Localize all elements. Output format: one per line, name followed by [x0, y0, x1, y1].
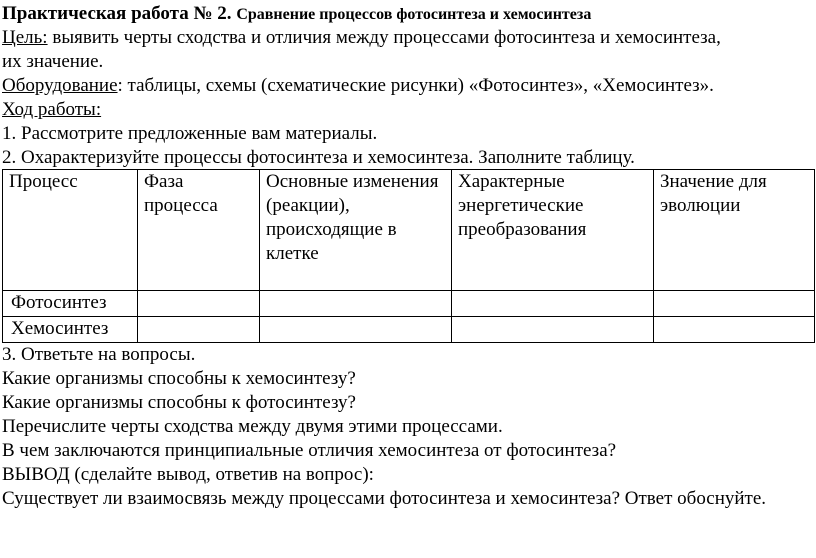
step-1: 1. Рассмотрите предложенные вам материалы. [2, 123, 378, 144]
page-title [2, 2, 591, 27]
table-cell[interactable] [138, 291, 260, 317]
question-5: Существует ли взаимосвязь между процессами фотосинтеза и хемосинтеза? Ответ обоснуйте. [2, 488, 767, 509]
table-cell[interactable] [260, 291, 452, 317]
header-cell-changes: Основные изменения (реакции), происходящие в клетке [260, 170, 452, 291]
question-1: Какие организмы способны к хемосинтезу? [2, 368, 356, 389]
row-label-photosynthesis: Фотосинтез [3, 291, 138, 317]
equipment-text: : таблицы, схемы (схематические рисунки) «Фотосинтез», «Хемосинтез». [117, 75, 714, 96]
step-2: 2. Охарактеризуйте процессы фотосинтеза и хемосинтеза. Заполните таблицу. [2, 147, 635, 168]
title-main: Практическая работа № 2. [2, 3, 237, 24]
equipment-label: Оборудование [2, 75, 118, 96]
conclusion-heading: ВЫВОД (сделайте вывод, ответив на вопрос): [2, 464, 374, 485]
goal-line-2: их значение. [2, 51, 104, 72]
comparison-table [2, 169, 815, 343]
table-row [3, 291, 815, 317]
row-label-chemosynthesis: Хемосинтез [3, 317, 138, 343]
questions-heading: 3. Ответьте на вопросы. [2, 344, 196, 365]
table-cell[interactable] [452, 317, 654, 343]
table-cell[interactable] [452, 291, 654, 317]
table-cell[interactable] [138, 317, 260, 343]
goal-line [2, 26, 721, 50]
header-cell-energy: Характерные энергетические преобразования [452, 170, 654, 291]
table-cell[interactable] [654, 291, 815, 317]
question-2: Какие организмы способны к фотосинтезу? [2, 392, 356, 413]
table-header-row [3, 170, 815, 291]
table-cell[interactable] [654, 317, 815, 343]
header-cell-phase: Фаза процесса [138, 170, 260, 291]
question-3: Перечислите черты сходства между двумя этими процессами. [2, 416, 503, 437]
title-sub: Сравнение процессов фотосинтеза и хемосинтеза [236, 6, 592, 23]
goal-text: выявить черты сходства и отличия между процессами фотосинтеза и хемосинтеза, [47, 27, 721, 48]
question-4: В чем заключаются принципиальные отличия хемосинтеза от фотосинтеза? [2, 440, 617, 461]
progress-heading: Ход работы: [2, 99, 102, 120]
goal-label: Цель: [2, 27, 48, 48]
header-cell-evolution: Значение для эволюции [654, 170, 815, 291]
table-row [3, 317, 815, 343]
table-cell[interactable] [260, 317, 452, 343]
equipment-line [2, 74, 714, 98]
header-cell-process: Процесс [3, 170, 138, 291]
